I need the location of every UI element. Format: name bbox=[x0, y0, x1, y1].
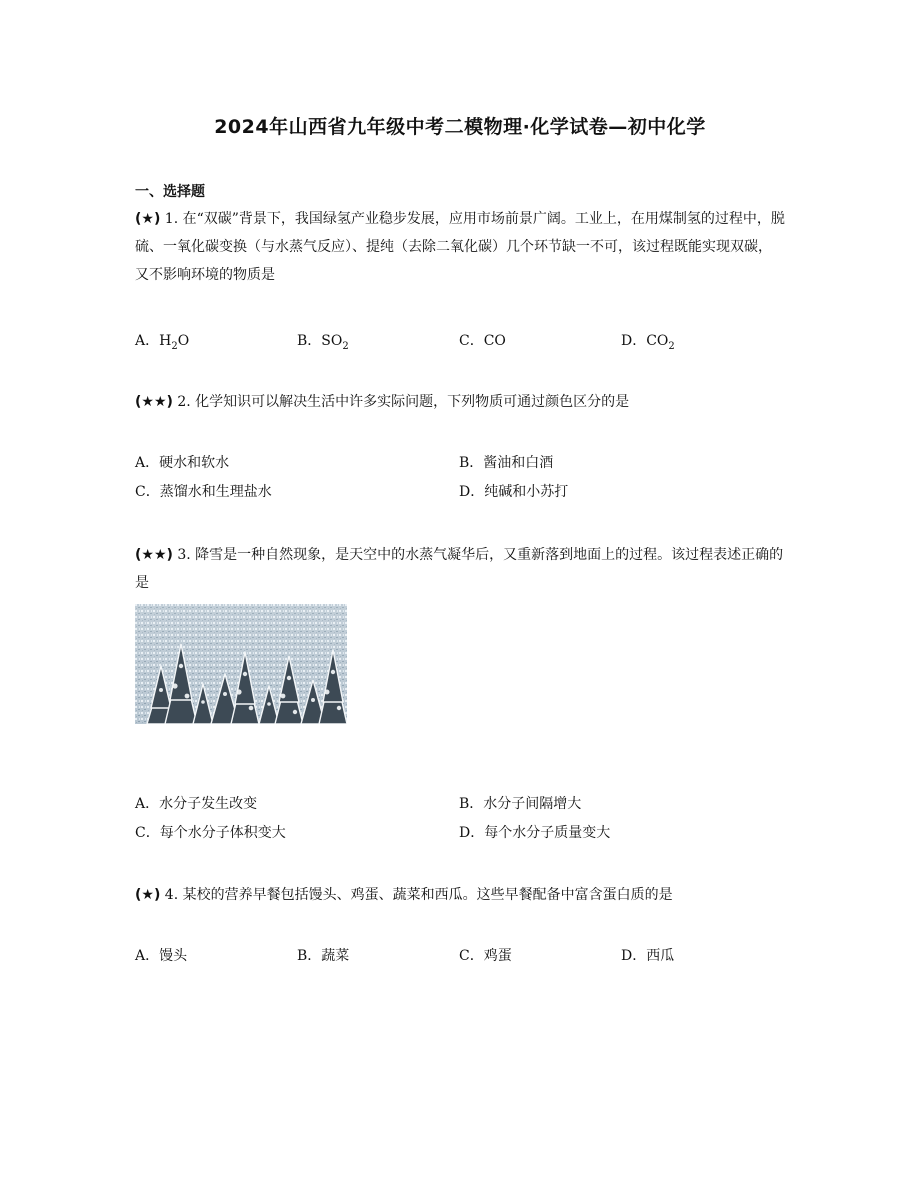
q2-option-a[interactable]: A．硬水和软水 bbox=[135, 455, 230, 471]
q4-option-b[interactable]: B．蔬菜 bbox=[297, 948, 350, 964]
q4-option-c[interactable]: C．鸡蛋 bbox=[459, 948, 512, 964]
page-title: 2024年山西省九年级中考二模物理·化学试卷—初中化学 bbox=[214, 116, 706, 138]
snowy-forest-image bbox=[135, 604, 347, 724]
q2-option-d[interactable]: D．纯碱和小苏打 bbox=[459, 484, 569, 500]
q2-option-c[interactable]: C．蒸馏水和生理盐水 bbox=[135, 484, 272, 500]
q3-option-c[interactable]: C．每个水分子体积变大 bbox=[135, 825, 286, 841]
question-1 bbox=[135, 205, 785, 289]
q3-option-a[interactable]: A．水分子发生改变 bbox=[135, 796, 258, 812]
q1-option-b[interactable]: B．$SO_2$ bbox=[297, 333, 349, 352]
q4-option-a[interactable]: A．馒头 bbox=[135, 948, 188, 964]
question-text: 2. 化学知识可以解决生活中许多实际问题，下列物质可通过颜色区分的是 bbox=[172, 394, 630, 410]
difficulty-stars: (★) bbox=[135, 887, 161, 903]
q2-option-b[interactable]: B．酱油和白酒 bbox=[459, 455, 554, 471]
difficulty-stars: (★★) bbox=[135, 547, 173, 563]
question-2 bbox=[135, 388, 785, 416]
q3-option-b[interactable]: B．水分子间隔增大 bbox=[459, 796, 582, 812]
section-heading: 一、选择题 bbox=[135, 184, 205, 200]
question-text: 4. 某校的营养早餐包括馒头、鸡蛋、蔬菜和西瓜。这些早餐配备中富含蛋白质的是 bbox=[160, 887, 673, 903]
question-4 bbox=[135, 881, 785, 909]
difficulty-stars: (★★) bbox=[135, 394, 173, 410]
q1-option-c[interactable]: C．CO bbox=[459, 333, 506, 349]
difficulty-stars: (★) bbox=[135, 211, 161, 227]
q3-option-d[interactable]: D．每个水分子质量变大 bbox=[459, 825, 611, 841]
question-3 bbox=[135, 541, 785, 597]
q4-option-d[interactable]: D．西瓜 bbox=[621, 948, 675, 964]
question-text: 1. 在“双碳”背景下，我国绿氢产业稳步发展，应用市场前景广阔。工业上，在用煤制氢的过程中，脱硫、一氧化碳变换（与水蒸气反应）、提纯（去除二氧化碳）几个环节缺一不可，该过程既能实现双碳，又不影响环境的物质是 bbox=[135, 211, 785, 283]
q1-option-a[interactable]: A．$H_2O$ bbox=[135, 333, 190, 352]
q1-option-d[interactable]: D．$CO_2$ bbox=[621, 333, 675, 352]
question-text: 3. 降雪是一种自然现象，是天空中的水蒸气凝华后，又重新落到地面上的过程。该过程表述正确的是 bbox=[135, 547, 784, 591]
